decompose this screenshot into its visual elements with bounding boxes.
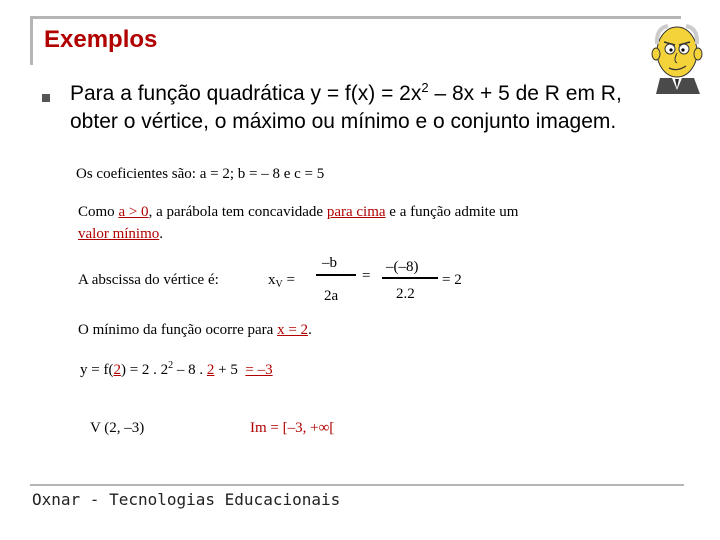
bullet-marker <box>42 94 50 102</box>
image-set-result: Im = [–3, +∞[ <box>250 420 335 436</box>
slide-title: Exemplos <box>44 26 158 53</box>
xv-symbol: $x_V$ = <box>268 272 295 290</box>
fraction-1-bar <box>316 274 356 276</box>
fraction-2-denominator: 2.2 <box>396 286 415 302</box>
concavity-line: Como a > 0, a parábola tem concavidade para cima e a função admite um <box>78 204 519 220</box>
coefficients-line: Os coeficientes são: a = 2; b = – 8 e c = 5 <box>76 166 325 182</box>
equals-sign: = <box>362 268 371 284</box>
fraction-1-numerator: –b <box>322 255 337 271</box>
minimum-value-line: valor mínimo. <box>78 226 163 242</box>
fraction-1-denominator: 2a <box>324 288 339 304</box>
footer-text: Oxnar - Tecnologias Educacionais <box>32 490 341 509</box>
fraction-2-numerator: –(–8) <box>386 259 419 275</box>
question-text: Para a função quadrática $y = f(x) = 2x^2 - 8x + 5$ de R em R, obter o vértice, o máximo ou mínimo e o conjunto imagem. <box>70 80 622 133</box>
abscissa-result: = 2 <box>442 272 462 288</box>
y-calculation: y = f(2) = 2 . $2^2 - 8$ . 2 + 5 = –3 <box>80 360 273 378</box>
fraction-2-bar <box>382 277 438 279</box>
abscissa-label: A abscissa do vértice é: <box>78 272 219 288</box>
footer-rule <box>30 484 684 486</box>
vertex-result: V (2, –3) <box>90 420 145 436</box>
minimum-point-line: O mínimo da função ocorre para x = 2. <box>78 322 312 338</box>
